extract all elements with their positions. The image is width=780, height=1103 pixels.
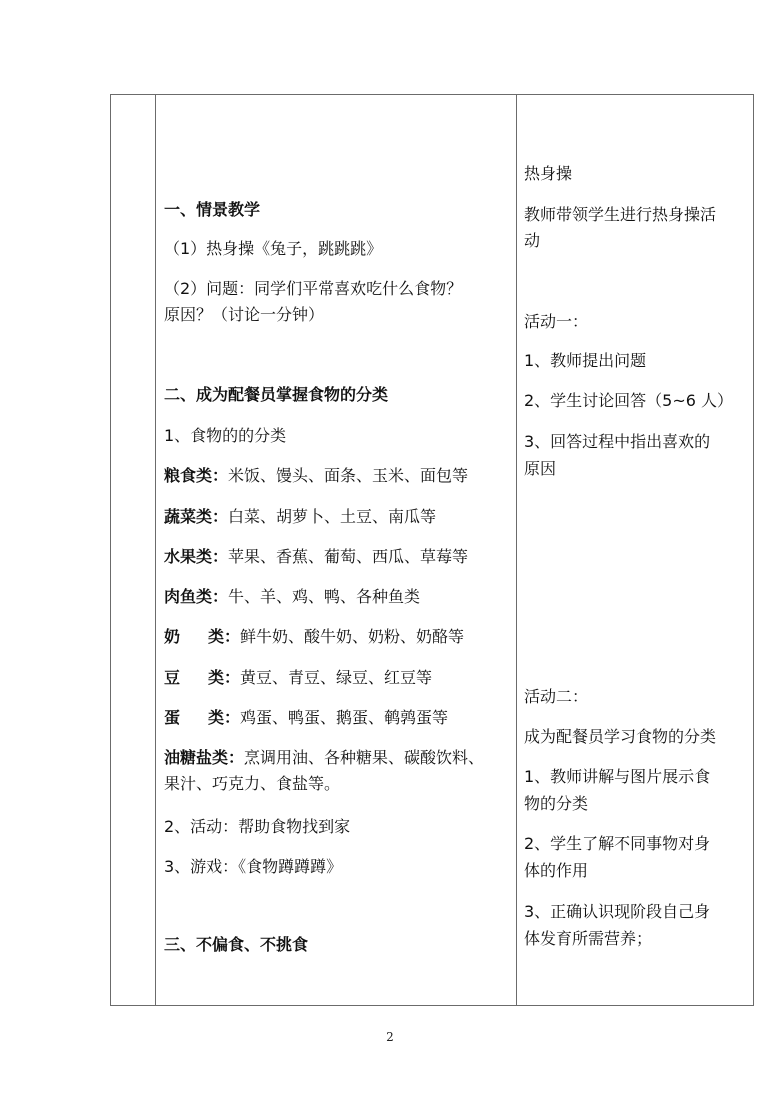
category-items: 白菜、胡萝卜、土豆、南瓜等: [228, 507, 437, 526]
activity1-step3-line1: 3、回答过程中指出喜欢的: [524, 432, 711, 451]
table-column-divider-right: [516, 95, 517, 1005]
category-label: 粮食类：: [164, 466, 229, 485]
category-items: 烹调用油、各种糖果、碳酸饮料、: [244, 748, 485, 767]
category-items: 米饭、馒头、面条、玉米、面包等: [228, 466, 469, 485]
activity2-step1-line2: 物的分类: [524, 794, 589, 813]
category-items: 黄豆、青豆、绿豆、红豆等: [240, 668, 433, 687]
category-row-meat-fish: [164, 587, 420, 607]
category-row-fruit: [164, 547, 468, 567]
activity2-subtitle: 成为配餐员学习食物的分类: [524, 727, 717, 746]
activity2-step2-line1: 2、学生了解不同事物对身: [524, 834, 711, 853]
section2-sub2: 2、活动：帮助食物找到家: [164, 817, 351, 836]
category-items: 牛、羊、鸡、鸭、各种鱼类: [228, 587, 421, 606]
activity2-title: 活动二：: [524, 687, 589, 706]
category-items: 鸡蛋、鸭蛋、鹅蛋、鹌鹑蛋等: [240, 708, 449, 727]
category-label: 蔬菜类：: [164, 507, 229, 526]
category-row-grain: [164, 466, 468, 486]
category-items: 苹果、香蕉、葡萄、西瓜、草莓等: [228, 547, 469, 566]
page-number: 2: [386, 1030, 394, 1044]
category-label-b: 类：: [208, 668, 241, 687]
activity1-step1: 1、教师提出问题: [524, 351, 647, 370]
activity2-step2-line2: 体的作用: [524, 861, 589, 880]
category-row-milk: [164, 627, 464, 647]
table-column-divider-left: [155, 95, 156, 1005]
category-row-oil-sugar-salt: [164, 748, 484, 768]
category-row-egg: [164, 708, 448, 728]
category-label-b: 类：: [208, 627, 241, 646]
warmup-desc-line1: 教师带领学生进行热身操活: [524, 205, 717, 224]
section1-item1: （1）热身操《兔子，跳跳跳》: [164, 239, 383, 258]
category-row-bean: [164, 668, 432, 688]
activity2-step3-line1: 3、正确认识现阶段自己身: [524, 902, 711, 921]
section1-item2-line2: 原因？（讨论一分钟）: [164, 305, 325, 324]
warmup-desc-line2: 动: [524, 231, 541, 250]
category-label: 肉鱼类：: [164, 587, 229, 606]
category-label-b: 类：: [208, 708, 241, 727]
category-label-a: 奶: [164, 627, 181, 646]
category-label-a: 蛋: [164, 708, 181, 727]
category-label: 油糖盐类：: [164, 748, 245, 767]
section1-item2-line1: （2）问题：同学们平常喜欢吃什么食物？: [164, 279, 463, 298]
activity1-step2: 2、学生讨论回答（5~6 人）: [524, 391, 734, 410]
category-items: 鲜牛奶、酸牛奶、奶粉、奶酪等: [240, 627, 465, 646]
category-row-oil-sugar-salt-cont: 果汁、巧克力、食盐等。: [164, 774, 341, 793]
activity1-step3-line2: 原因: [524, 459, 557, 478]
activity2-step1-line1: 1、教师讲解与图片展示食: [524, 767, 711, 786]
category-label: 水果类：: [164, 547, 229, 566]
activity2-step3-line2: 体发育所需营养；: [524, 929, 653, 948]
category-label-a: 豆: [164, 668, 181, 687]
section1-heading: 一、情景教学: [164, 200, 261, 219]
activity1-title: 活动一：: [524, 312, 589, 331]
section2-sub3: 3、游戏：《食物蹲蹲蹲》: [164, 857, 343, 876]
section3-heading: 三、不偏食、不挑食: [164, 935, 309, 954]
section2-sub1: 1、食物的的分类: [164, 426, 287, 445]
section2-heading: 二、成为配餐员掌握食物的分类: [164, 385, 389, 404]
warmup-title: 热身操: [524, 164, 573, 183]
category-row-vegetable: [164, 507, 436, 527]
